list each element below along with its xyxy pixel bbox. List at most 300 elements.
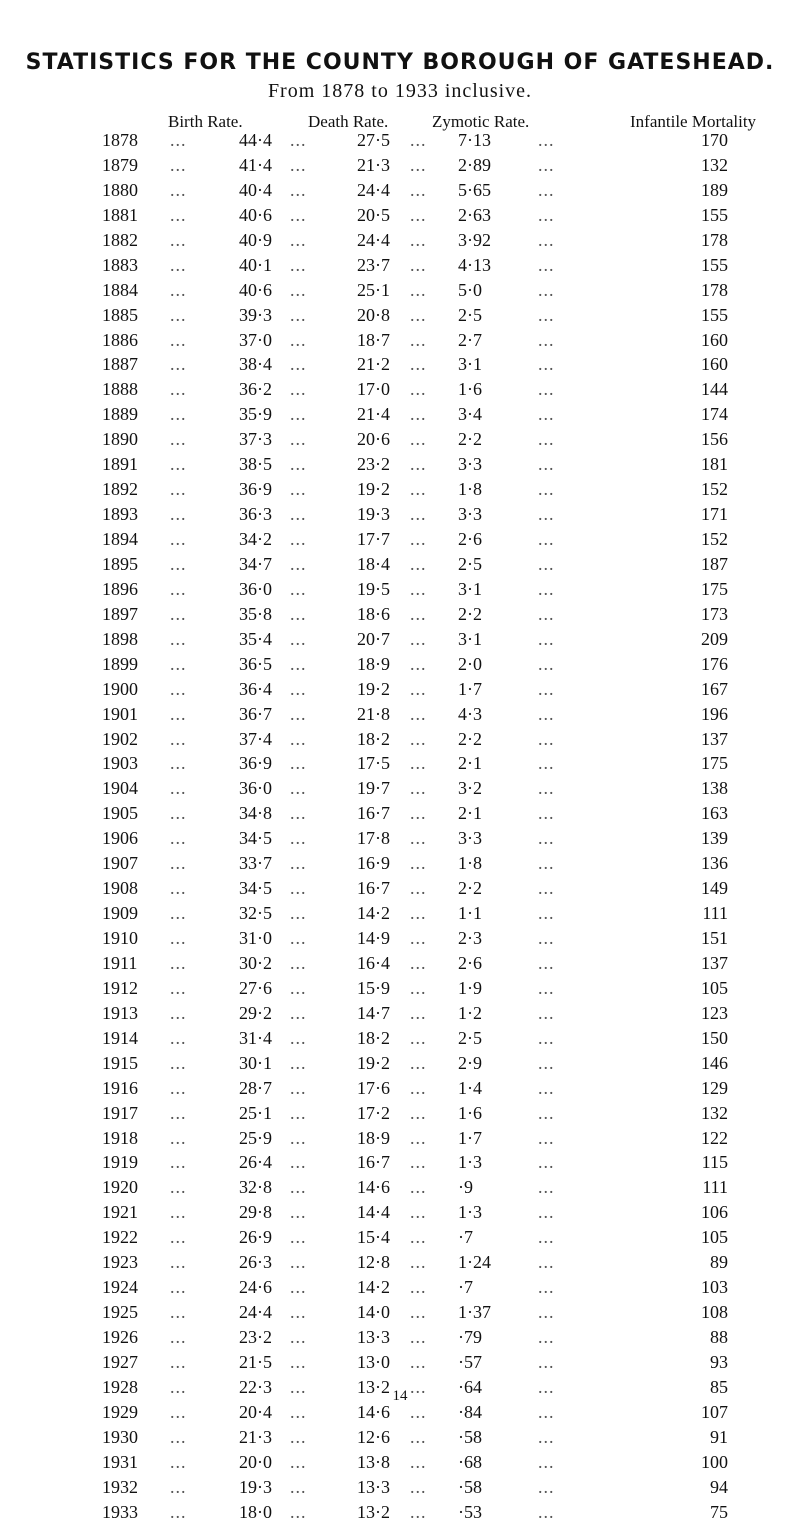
zymotic-rate-cell: 3·3 <box>458 454 482 475</box>
dot-leader: ... <box>170 254 187 275</box>
year-cell: 1926 <box>102 1327 138 1347</box>
death-rate-cell: 18·2 <box>357 1027 390 1048</box>
zymotic-rate-cell: ·84 <box>458 1401 482 1422</box>
birth-rate-cell: 27·6 <box>239 977 272 998</box>
dot-leader: ... <box>290 1476 307 1497</box>
dot-leader: ... <box>410 1177 427 1198</box>
dot-leader: ... <box>410 853 427 874</box>
death-rate-cell: 14·2 <box>357 1277 390 1298</box>
dot-leader: ... <box>290 454 307 475</box>
birth-rate-cell: 44·4 <box>239 130 272 150</box>
year-cell: 1910 <box>102 928 138 948</box>
dot-leader: ... <box>538 628 555 649</box>
dot-leader: ... <box>538 828 555 849</box>
death-rate-cell: 23·2 <box>357 454 390 475</box>
table-row <box>0 951 800 976</box>
table-row <box>0 1051 800 1076</box>
dot-leader: ... <box>170 828 187 849</box>
dot-leader: ... <box>410 1426 427 1447</box>
dot-leader: ... <box>170 404 187 425</box>
dot-leader: ... <box>290 1252 307 1273</box>
year-cell: 1912 <box>102 977 138 998</box>
dot-leader: ... <box>290 653 307 674</box>
dot-leader: ... <box>170 279 187 300</box>
dot-leader: ... <box>410 1501 427 1522</box>
year-cell: 1888 <box>102 379 138 400</box>
year-cell: 1890 <box>102 429 138 450</box>
dot-leader: ... <box>170 154 187 175</box>
year-cell: 1878 <box>102 130 138 150</box>
zymotic-rate-cell: ·9 <box>458 1177 473 1198</box>
zymotic-rate-cell: 2·2 <box>458 728 482 749</box>
year-cell: 1914 <box>102 1027 138 1048</box>
zymotic-rate-cell: 4·3 <box>458 703 482 724</box>
dot-leader: ... <box>410 803 427 824</box>
dot-leader: ... <box>170 479 187 500</box>
birth-rate-cell: 22·3 <box>239 1376 272 1397</box>
infantile-mortality-cell: 152 <box>701 479 728 500</box>
birth-rate-cell: 38·4 <box>239 354 272 375</box>
year-cell: 1886 <box>102 329 138 350</box>
dot-leader: ... <box>290 1002 307 1023</box>
table-row <box>0 1350 800 1375</box>
infantile-mortality-cell: 189 <box>701 179 728 200</box>
table-row <box>0 128 800 153</box>
dot-leader: ... <box>290 1202 307 1223</box>
dot-leader: ... <box>170 952 187 973</box>
dot-leader: ... <box>410 653 427 674</box>
dot-leader: ... <box>538 553 555 574</box>
zymotic-rate-cell: 1·1 <box>458 903 482 924</box>
dot-leader: ... <box>410 504 427 525</box>
table-row <box>0 477 800 502</box>
year-cell: 1908 <box>102 878 138 899</box>
dot-leader: ... <box>170 1202 187 1223</box>
birth-rate-cell: 40·9 <box>239 229 272 250</box>
zymotic-rate-cell: ·58 <box>458 1426 482 1447</box>
dot-leader: ... <box>410 578 427 599</box>
death-rate-cell: 13·2 <box>357 1376 390 1397</box>
dot-leader: ... <box>410 279 427 300</box>
dot-leader: ... <box>410 1052 427 1073</box>
table-row <box>0 552 800 577</box>
table-row <box>0 627 800 652</box>
infantile-mortality-cell: 144 <box>701 379 728 400</box>
dot-leader: ... <box>290 1302 307 1323</box>
table-row <box>0 1076 800 1101</box>
birth-rate-cell: 36·2 <box>239 379 272 400</box>
dot-leader: ... <box>538 1227 555 1248</box>
table-row <box>0 1450 800 1475</box>
zymotic-rate-cell: 1·6 <box>458 1102 482 1123</box>
dot-leader: ... <box>538 1476 555 1497</box>
year-cell: 1922 <box>102 1227 138 1248</box>
zymotic-rate-cell: 2·5 <box>458 304 482 325</box>
zymotic-rate-cell: 3·1 <box>458 628 482 649</box>
death-rate-cell: 14·2 <box>357 903 390 924</box>
year-cell: 1911 <box>102 952 138 973</box>
infantile-mortality-cell: 155 <box>701 254 728 275</box>
infantile-mortality-cell: 178 <box>701 279 728 300</box>
zymotic-rate-cell: 2·9 <box>458 1052 482 1073</box>
table-row <box>0 1300 800 1325</box>
zymotic-rate-cell: 2·1 <box>458 753 482 774</box>
page-title: STATISTICS FOR THE COUNTY BOROUGH OF GATESHEAD. <box>25 50 775 75</box>
birth-rate-cell: 29·8 <box>239 1202 272 1223</box>
death-rate-cell: 14·0 <box>357 1302 390 1323</box>
year-cell: 1884 <box>102 279 138 300</box>
dot-leader: ... <box>290 1426 307 1447</box>
dot-leader: ... <box>170 903 187 924</box>
zymotic-rate-cell: 1·4 <box>458 1077 482 1098</box>
dot-leader: ... <box>290 1277 307 1298</box>
death-rate-cell: 12·6 <box>357 1426 390 1447</box>
dot-leader: ... <box>290 1351 307 1372</box>
dot-leader: ... <box>290 1077 307 1098</box>
death-rate-cell: 16·7 <box>357 878 390 899</box>
header-death-rate: Death Rate. <box>308 112 389 131</box>
dot-leader: ... <box>170 803 187 824</box>
dot-leader: ... <box>410 603 427 624</box>
dot-leader: ... <box>410 204 427 225</box>
dot-leader: ... <box>538 1451 555 1472</box>
dot-leader: ... <box>410 154 427 175</box>
birth-rate-cell: 40·1 <box>239 254 272 275</box>
dot-leader: ... <box>290 1152 307 1173</box>
table-row <box>0 976 800 1001</box>
infantile-mortality-cell: 88 <box>710 1327 728 1347</box>
zymotic-rate-cell: 2·5 <box>458 553 482 574</box>
birth-rate-cell: 39·3 <box>239 304 272 325</box>
year-cell: 1898 <box>102 628 138 649</box>
dot-leader: ... <box>538 1327 555 1347</box>
dot-leader: ... <box>290 1501 307 1522</box>
infantile-mortality-cell: 137 <box>701 728 728 749</box>
table-row <box>0 901 800 926</box>
dot-leader: ... <box>538 578 555 599</box>
year-cell: 1913 <box>102 1002 138 1023</box>
dot-leader: ... <box>538 1426 555 1447</box>
table-row <box>0 203 800 228</box>
table-row <box>0 1500 800 1525</box>
table-row <box>0 851 800 876</box>
death-rate-cell: 13·3 <box>357 1476 390 1497</box>
dot-leader: ... <box>290 578 307 599</box>
dot-leader: ... <box>290 1027 307 1048</box>
birth-rate-cell: 31·4 <box>239 1027 272 1048</box>
dot-leader: ... <box>170 1351 187 1372</box>
header-birth-rate: Birth Rate. <box>168 112 243 131</box>
table-row <box>0 1425 800 1450</box>
year-cell: 1917 <box>102 1102 138 1123</box>
infantile-mortality-cell: 85 <box>710 1376 728 1397</box>
dot-leader: ... <box>170 329 187 350</box>
dot-leader: ... <box>410 928 427 948</box>
year-cell: 1924 <box>102 1277 138 1298</box>
dot-leader: ... <box>538 1302 555 1323</box>
death-rate-cell: 15·4 <box>357 1227 390 1248</box>
dot-leader: ... <box>170 628 187 649</box>
dot-leader: ... <box>538 379 555 400</box>
table-row <box>0 278 800 303</box>
infantile-mortality-cell: 181 <box>701 454 728 475</box>
year-cell: 1923 <box>102 1252 138 1273</box>
infantile-mortality-cell: 178 <box>701 229 728 250</box>
dot-leader: ... <box>290 903 307 924</box>
zymotic-rate-cell: 3·92 <box>458 229 491 250</box>
page-number: 14 <box>392 1388 408 1404</box>
dot-leader: ... <box>538 903 555 924</box>
birth-rate-cell: 37·0 <box>239 329 272 350</box>
zymotic-rate-cell: 1·7 <box>458 678 482 699</box>
dot-leader: ... <box>410 678 427 699</box>
infantile-mortality-cell: 150 <box>701 1027 728 1048</box>
dot-leader: ... <box>538 1401 555 1422</box>
dot-leader: ... <box>290 952 307 973</box>
dot-leader: ... <box>538 1102 555 1123</box>
dot-leader: ... <box>290 354 307 375</box>
table-row <box>0 1275 800 1300</box>
death-rate-cell: 19·3 <box>357 504 390 525</box>
dot-leader: ... <box>410 479 427 500</box>
death-rate-cell: 19·7 <box>357 778 390 799</box>
infantile-mortality-cell: 167 <box>701 678 728 699</box>
year-cell: 1921 <box>102 1202 138 1223</box>
death-rate-cell: 18·9 <box>357 1127 390 1148</box>
birth-rate-cell: 31·0 <box>239 928 272 948</box>
dot-leader: ... <box>170 1476 187 1497</box>
year-cell: 1920 <box>102 1177 138 1198</box>
dot-leader: ... <box>538 952 555 973</box>
zymotic-rate-cell: 3·1 <box>458 354 482 375</box>
dot-leader: ... <box>170 504 187 525</box>
dot-leader: ... <box>290 728 307 749</box>
table-row <box>0 702 800 727</box>
birth-rate-cell: 34·2 <box>239 529 272 549</box>
dot-leader: ... <box>538 678 555 699</box>
table-row <box>0 377 800 402</box>
year-cell: 1909 <box>102 903 138 924</box>
infantile-mortality-cell: 171 <box>701 504 728 525</box>
death-rate-cell: 14·6 <box>357 1177 390 1198</box>
zymotic-rate-cell: ·68 <box>458 1451 482 1472</box>
birth-rate-cell: 35·9 <box>239 404 272 425</box>
year-cell: 1906 <box>102 828 138 849</box>
infantile-mortality-cell: 123 <box>701 1002 728 1023</box>
table-row <box>0 652 800 677</box>
birth-rate-cell: 26·3 <box>239 1252 272 1273</box>
dot-leader: ... <box>410 254 427 275</box>
year-cell: 1897 <box>102 603 138 624</box>
death-rate-cell: 21·4 <box>357 404 390 425</box>
dot-leader: ... <box>538 454 555 475</box>
year-cell: 1880 <box>102 179 138 200</box>
dot-leader: ... <box>170 928 187 948</box>
year-cell: 1931 <box>102 1451 138 1472</box>
death-rate-cell: 13·2 <box>357 1501 390 1522</box>
birth-rate-cell: 36·9 <box>239 753 272 774</box>
death-rate-cell: 19·5 <box>357 578 390 599</box>
zymotic-rate-cell: 1·6 <box>458 379 482 400</box>
birth-rate-cell: 35·8 <box>239 603 272 624</box>
dot-leader: ... <box>170 379 187 400</box>
year-cell: 1885 <box>102 304 138 325</box>
dot-leader: ... <box>290 1451 307 1472</box>
zymotic-rate-cell: ·79 <box>458 1327 482 1347</box>
death-rate-cell: 24·4 <box>357 179 390 200</box>
dot-leader: ... <box>170 653 187 674</box>
table-row <box>0 1150 800 1175</box>
table-row <box>0 402 800 427</box>
dot-leader: ... <box>290 329 307 350</box>
death-rate-cell: 17·5 <box>357 753 390 774</box>
year-cell: 1915 <box>102 1052 138 1073</box>
dot-leader: ... <box>538 154 555 175</box>
death-rate-cell: 17·8 <box>357 828 390 849</box>
table-row <box>0 452 800 477</box>
dot-leader: ... <box>410 778 427 799</box>
zymotic-rate-cell: ·57 <box>458 1351 482 1372</box>
death-rate-cell: 21·8 <box>357 703 390 724</box>
death-rate-cell: 20·6 <box>357 429 390 450</box>
infantile-mortality-cell: 170 <box>701 130 728 150</box>
death-rate-cell: 18·7 <box>357 329 390 350</box>
infantile-mortality-cell: 137 <box>701 952 728 973</box>
infantile-mortality-cell: 100 <box>701 1451 728 1472</box>
table-row <box>0 1026 800 1051</box>
dot-leader: ... <box>410 952 427 973</box>
infantile-mortality-cell: 187 <box>701 553 728 574</box>
dot-leader: ... <box>170 1401 187 1422</box>
birth-rate-cell: 35·4 <box>239 628 272 649</box>
table-row <box>0 427 800 452</box>
dot-leader: ... <box>170 1152 187 1173</box>
table-row <box>0 1126 800 1151</box>
dot-leader: ... <box>410 753 427 774</box>
dot-leader: ... <box>538 1002 555 1023</box>
infantile-mortality-cell: 155 <box>701 304 728 325</box>
dot-leader: ... <box>538 1501 555 1522</box>
infantile-mortality-cell: 196 <box>701 703 728 724</box>
birth-rate-cell: 20·4 <box>239 1401 272 1422</box>
dot-leader: ... <box>410 229 427 250</box>
year-cell: 1887 <box>102 354 138 375</box>
dot-leader: ... <box>410 1152 427 1173</box>
birth-rate-cell: 24·6 <box>239 1277 272 1298</box>
year-cell: 1901 <box>102 703 138 724</box>
year-cell: 1928 <box>102 1376 138 1397</box>
dot-leader: ... <box>170 977 187 998</box>
birth-rate-cell: 40·6 <box>239 204 272 225</box>
death-rate-cell: 17·6 <box>357 1077 390 1098</box>
death-rate-cell: 19·2 <box>357 678 390 699</box>
death-rate-cell: 17·0 <box>357 379 390 400</box>
dot-leader: ... <box>170 1277 187 1298</box>
zymotic-rate-cell: 3·3 <box>458 828 482 849</box>
death-rate-cell: 16·9 <box>357 853 390 874</box>
infantile-mortality-cell: 111 <box>702 903 728 924</box>
dot-leader: ... <box>170 1252 187 1273</box>
dot-leader: ... <box>410 1351 427 1372</box>
birth-rate-cell: 21·3 <box>239 1426 272 1447</box>
death-rate-cell: 13·3 <box>357 1327 390 1347</box>
birth-rate-cell: 20·0 <box>239 1451 272 1472</box>
birth-rate-cell: 38·5 <box>239 454 272 475</box>
dot-leader: ... <box>290 753 307 774</box>
zymotic-rate-cell: 2·7 <box>458 329 482 350</box>
dot-leader: ... <box>410 1127 427 1148</box>
birth-rate-cell: 36·0 <box>239 778 272 799</box>
dot-leader: ... <box>538 1077 555 1098</box>
dot-leader: ... <box>290 853 307 874</box>
zymotic-rate-cell: 1·8 <box>458 479 482 500</box>
dot-leader: ... <box>170 578 187 599</box>
table-row <box>0 776 800 801</box>
dot-leader: ... <box>290 703 307 724</box>
dot-leader: ... <box>170 429 187 450</box>
infantile-mortality-cell: 160 <box>701 354 728 375</box>
infantile-mortality-cell: 138 <box>701 778 728 799</box>
dot-leader: ... <box>290 1401 307 1422</box>
infantile-mortality-cell: 106 <box>701 1202 728 1223</box>
dot-leader: ... <box>170 728 187 749</box>
header-infantile-mortality: Infantile Mortality <box>630 112 757 131</box>
dot-leader: ... <box>170 130 187 150</box>
year-cell: 1892 <box>102 479 138 500</box>
dot-leader: ... <box>538 304 555 325</box>
death-rate-cell: 14·7 <box>357 1002 390 1023</box>
zymotic-rate-cell: 2·6 <box>458 952 482 973</box>
dot-leader: ... <box>538 279 555 300</box>
birth-rate-cell: 36·7 <box>239 703 272 724</box>
year-cell: 1891 <box>102 454 138 475</box>
death-rate-cell: 17·2 <box>357 1102 390 1123</box>
dot-leader: ... <box>290 628 307 649</box>
dot-leader: ... <box>410 1401 427 1422</box>
birth-rate-cell: 26·9 <box>239 1227 272 1248</box>
year-cell: 1893 <box>102 504 138 525</box>
year-cell: 1904 <box>102 778 138 799</box>
dot-leader: ... <box>410 1302 427 1323</box>
death-rate-cell: 19·2 <box>357 1052 390 1073</box>
dot-leader: ... <box>410 977 427 998</box>
death-rate-cell: 20·7 <box>357 628 390 649</box>
infantile-mortality-cell: 107 <box>701 1401 728 1422</box>
death-rate-cell: 20·8 <box>357 304 390 325</box>
dot-leader: ... <box>410 304 427 325</box>
dot-leader: ... <box>290 1177 307 1198</box>
dot-leader: ... <box>170 179 187 200</box>
infantile-mortality-cell: 93 <box>710 1351 728 1372</box>
dot-leader: ... <box>410 1077 427 1098</box>
dot-leader: ... <box>538 479 555 500</box>
zymotic-rate-cell: 2·2 <box>458 429 482 450</box>
dot-leader: ... <box>538 977 555 998</box>
year-cell: 1916 <box>102 1077 138 1098</box>
birth-rate-cell: 34·7 <box>239 553 272 574</box>
infantile-mortality-cell: 105 <box>701 1227 728 1248</box>
dot-leader: ... <box>538 1027 555 1048</box>
death-rate-cell: 17·7 <box>357 529 390 549</box>
birth-rate-cell: 33·7 <box>239 853 272 874</box>
dot-leader: ... <box>290 1376 307 1397</box>
dot-leader: ... <box>538 329 555 350</box>
dot-leader: ... <box>170 703 187 724</box>
year-cell: 1905 <box>102 803 138 824</box>
dot-leader: ... <box>170 1102 187 1123</box>
birth-rate-cell: 30·2 <box>239 952 272 973</box>
year-cell: 1918 <box>102 1127 138 1148</box>
